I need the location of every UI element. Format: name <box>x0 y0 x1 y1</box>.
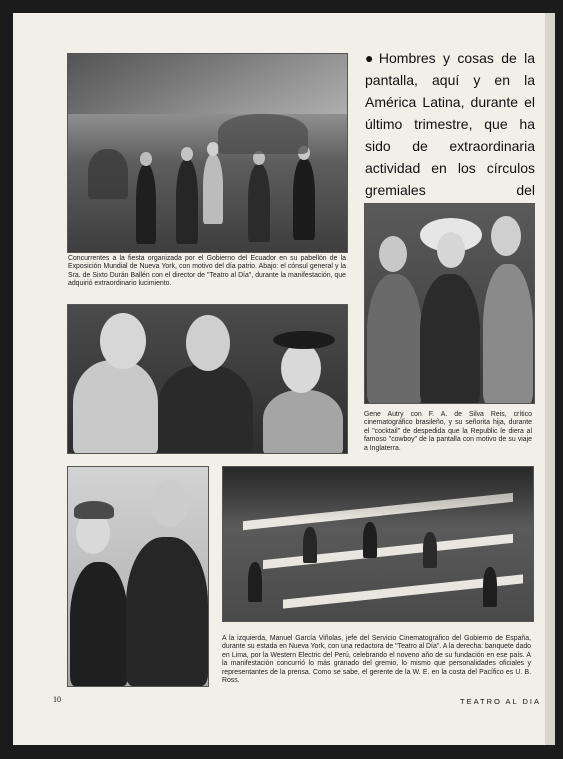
photo-gene-autry <box>364 203 535 404</box>
caption-ecuador: Concurrentes a la fiesta organizada por el Gobierno del Ecuador en su pabellón de la Exposición Mundial de Nueva York, con motivo del día patrio. Abajo: el cónsul general y la Sra. de Sixto Durán Ballén con el director de "Teatro al Día", durante la manifestación, que adquirió extraordinario lucimiento. <box>68 255 346 288</box>
photo-lima-banquet <box>222 466 534 622</box>
photo-ecuador-pavilion-crowd <box>67 53 348 253</box>
caption-bottom: A la izquierda, Manuel García Viñolas, jefe del Servicio Cinematográfico del Gobierno de España, durante su estada en Nueva York, con una redactora de "Teatro al Día". A la derecha: banquete dado en Lima, por la Western Electric del Perú, celebrando el noveno año de su fundación en ese país. A la manifestación concurrió lo más granado del gremio, lo mismo que personalidades oficiales y representantes de la prensa. Como se sabe, el gerente de la W. E. en la costa del Pacífico es U. B. Ross. <box>222 635 531 685</box>
page-edge <box>545 13 555 745</box>
photo-consul-general <box>67 304 348 454</box>
photo-garcia-vinolas <box>67 466 209 687</box>
caption-gene-autry: Gene Autry con F. A. de Silva Reis, crítico cinematográfico brasileño, y su señorita hija, durante el "cocktail" de despedida que la Republic le diera al famoso "cowboy" de la pantalla con motivo de su viaje a Inglaterra. <box>364 411 532 452</box>
headline-text: Hombres y cosas de la pantalla, aquí y en la América Latina, durante el último trimestre, que ha sido de extraordinaria actividad en los círculos gremiales del <box>365 50 535 198</box>
page-number: 10 <box>53 695 61 704</box>
bullet-icon: ● <box>365 50 377 66</box>
magazine-name: TEATRO AL DIA <box>460 697 542 706</box>
page-headline <box>365 47 535 223</box>
